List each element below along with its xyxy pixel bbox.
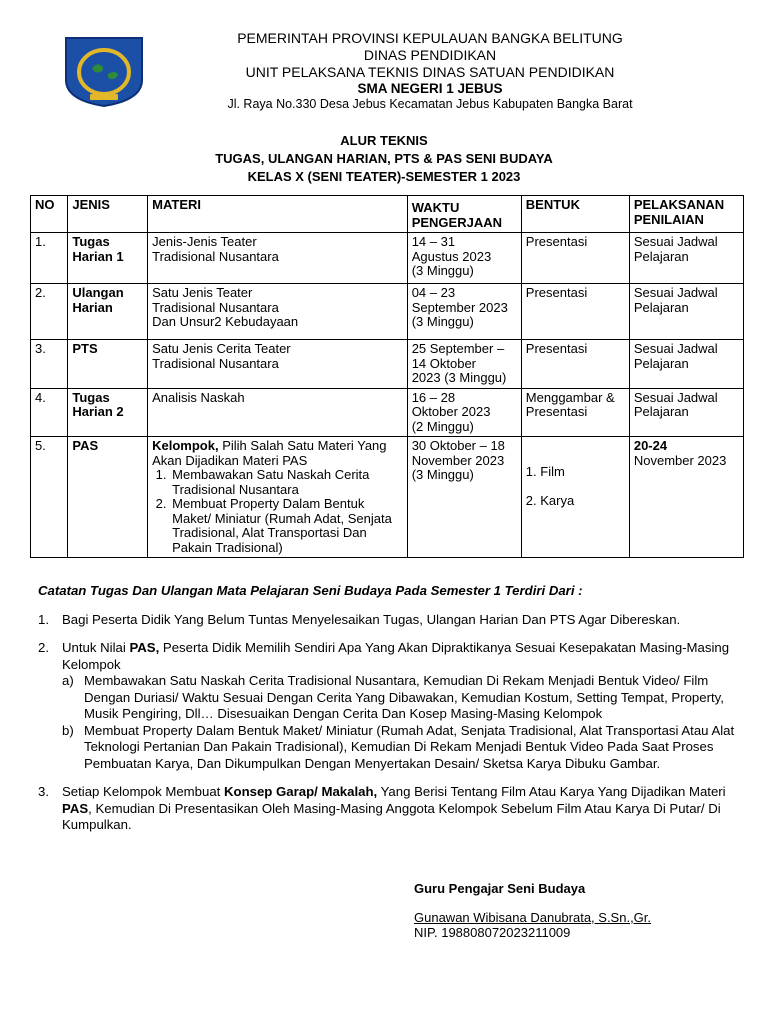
cell-bentuk: Menggambar & Presentasi bbox=[521, 388, 629, 437]
cell-bentuk bbox=[521, 437, 629, 558]
waktu-line: Agustus 2023 bbox=[411, 248, 492, 264]
cell-bentuk: Presentasi bbox=[521, 340, 629, 389]
note-bold: PAS, bbox=[129, 640, 160, 655]
cell-jenis: PTS bbox=[68, 340, 148, 389]
title-line-2: TUGAS, ULANGAN HARIAN, PTS & PAS SENI BUDAYA bbox=[215, 151, 553, 166]
materi-intro: Pilih Salah Satu Materi Yang Akan Dijadikan Materi PAS bbox=[152, 438, 387, 468]
cell-no: 1. bbox=[31, 233, 68, 284]
materi-options bbox=[152, 468, 403, 555]
waktu-line: 30 Oktober – 18 bbox=[411, 438, 505, 453]
materi-line: Tradisional Nusantara bbox=[152, 299, 279, 315]
sub-note-item bbox=[62, 723, 738, 773]
cell-waktu bbox=[407, 233, 521, 284]
schedule-table bbox=[30, 195, 744, 558]
note-text: Yang Berisi Tentang Film Atau Karya Yang Dijadikan Materi bbox=[377, 784, 726, 799]
note-bold: PAS bbox=[62, 800, 89, 816]
table-row bbox=[31, 233, 744, 284]
waktu-line: Oktober 2023 bbox=[411, 404, 491, 419]
cell-jenis: PAS bbox=[68, 437, 148, 558]
note-text: Bagi Peserta Didik Yang Belum Tuntas Menyelesaikan Tugas, Ulangan Harian Dan PTS Agar Dibereskan. bbox=[62, 611, 681, 627]
cell-materi bbox=[148, 284, 408, 340]
header-bentuk: BENTUK bbox=[521, 196, 629, 233]
note-text: Setiap Kelompok Membuat bbox=[62, 784, 224, 799]
waktu-line: September 2023 bbox=[411, 299, 508, 315]
materi-line: Tradisional Nusantara bbox=[152, 355, 279, 371]
table-row bbox=[31, 340, 744, 389]
pelaksanaan-date: 20-24 bbox=[633, 438, 668, 453]
pelaksanaan-line: Pelajaran bbox=[633, 299, 689, 315]
letterhead bbox=[150, 30, 710, 112]
title-line-3: KELAS X (SENI TEATER)-SEMESTER 1 2023 bbox=[247, 169, 521, 184]
header-materi: MATERI bbox=[148, 196, 408, 233]
waktu-line: (3 Minggu) bbox=[411, 314, 474, 329]
list-item: 2. Karya bbox=[525, 492, 575, 508]
note-item bbox=[38, 612, 738, 629]
table-row bbox=[31, 437, 744, 558]
materi-line: Dan Unsur2 Kebudayaan bbox=[152, 314, 299, 329]
waktu-line: 25 September – bbox=[411, 341, 505, 356]
notes-section bbox=[38, 583, 738, 846]
sub-note-text: Membawakan Satu Naskah Cerita Tradisional Nusantara, Kemudian Di Rekam Menjadi Bentuk Video/ Film Dengan Duriasi/ Waktu Sesuai Dengan Cerita Yang Dibawakan, Kemudian Kostum, Setting Tempat, Property, Musik Pengiring, Dll… Disesuaikan Dengan Cerita Dan Kosep Masing-Masing Kelompok bbox=[84, 673, 724, 721]
sub-note-item bbox=[62, 673, 738, 723]
materi-line: Satu Jenis Cerita Teater bbox=[152, 341, 291, 356]
cell-materi bbox=[148, 340, 408, 389]
waktu-line: (2 Minggu) bbox=[411, 418, 474, 434]
cell-bentuk: Presentasi bbox=[521, 284, 629, 340]
note-bold: Konsep Garap/ Makalah, bbox=[224, 784, 378, 799]
cell-pelaksanaan bbox=[629, 340, 743, 389]
table-header-row bbox=[31, 196, 744, 233]
header-no: NO bbox=[31, 196, 68, 233]
note-text: Untuk Nilai bbox=[62, 640, 130, 655]
materi-line: Analisis Naskah bbox=[152, 389, 245, 405]
sub-note-text: Membuat Property Dalam Bentuk Maket/ Miniatur (Rumah Adat, Senjata Tradisional, Alat Transportasi Atau Alat Teknologi Pertanian Dan Pakain Tradisional), Kemudian Di Rekam Menjadi Bentuk Video Pada Saat Proses Pembuatan Karya, Dan Dikumpulkan Dengan Menyertakan Desain/ Sketsa Karya Dibuku Gambar. bbox=[84, 722, 735, 771]
cell-materi bbox=[148, 233, 408, 284]
table-row bbox=[31, 388, 744, 437]
cell-no: 3. bbox=[31, 340, 68, 389]
list-item: 1. Film bbox=[525, 464, 565, 479]
header-pelaksanaan: PELAKSANAN PENILAIAN bbox=[629, 196, 743, 233]
waktu-line: 16 – 28 bbox=[411, 389, 456, 405]
pelaksanaan-line: Sesuai Jadwal bbox=[633, 285, 718, 300]
cell-pelaksanaan bbox=[629, 437, 743, 558]
cell-no: 4. bbox=[31, 388, 68, 437]
bentuk-options bbox=[526, 465, 625, 508]
cell-waktu bbox=[407, 284, 521, 340]
notes-heading: Catatan Tugas Dan Ulangan Mata Pelajaran Seni Budaya Pada Semester 1 Terdiri Dari : bbox=[38, 583, 583, 598]
pelaksanaan-line: Pelajaran bbox=[633, 248, 689, 264]
letterhead-address: Jl. Raya No.330 Desa Jebus Kecamatan Jebus Kabupaten Bangka Barat bbox=[227, 97, 633, 111]
signature-block bbox=[414, 881, 651, 940]
title-line-1: ALUR TEKNIS bbox=[340, 133, 428, 148]
cell-no: 5. bbox=[31, 437, 68, 558]
note-item bbox=[38, 640, 738, 772]
waktu-line: (3 Minggu) bbox=[411, 263, 474, 278]
cell-jenis: Tugas Harian 1 bbox=[68, 233, 148, 284]
letterhead-school: SMA NEGERI 1 JEBUS bbox=[357, 81, 503, 96]
signature-nip: NIP. 198808072023211009 bbox=[414, 925, 571, 940]
cell-waktu bbox=[407, 340, 521, 389]
materi-bold: Kelompok, bbox=[152, 438, 219, 453]
note-text: , Kemudian Di Presentasikan Oleh Masing-Masing Anggota Kelompok Sebelum Film Atau Karya Di Putar/ Di Kumpulkan. bbox=[62, 800, 721, 832]
header-jenis: JENIS bbox=[68, 196, 148, 233]
cell-pelaksanaan bbox=[629, 233, 743, 284]
materi-line: Satu Jenis Teater bbox=[152, 285, 253, 300]
list-item: 2. Membuat Property Dalam Bentuk Maket/ Miniatur (Rumah Adat, Senjata Tradisional, Alat Transportasi Dan Pakain Tradisional) bbox=[170, 497, 403, 555]
cell-no: 2. bbox=[31, 284, 68, 340]
letterhead-unit: UNIT PELAKSANA TEKNIS DINAS SATUAN PENDIDIKAN bbox=[245, 64, 615, 80]
cell-jenis: Tugas Harian 2 bbox=[68, 388, 148, 437]
note-item bbox=[38, 784, 738, 834]
sub-note-letter: a) bbox=[62, 673, 74, 688]
signature-role: Guru Pengajar Seni Budaya bbox=[414, 881, 586, 896]
waktu-line: (3 Minggu) bbox=[411, 467, 474, 482]
pelaksanaan-line: Pelajaran bbox=[633, 404, 689, 419]
sub-note-letter: b) bbox=[62, 722, 74, 738]
cell-pelaksanaan bbox=[629, 388, 743, 437]
pelaksanaan-line: Sesuai Jadwal bbox=[633, 389, 718, 405]
cell-waktu bbox=[407, 388, 521, 437]
note-number: 1. bbox=[38, 611, 49, 627]
province-logo bbox=[62, 34, 146, 108]
materi-line: Tradisional Nusantara bbox=[152, 248, 279, 264]
waktu-line: November 2023 bbox=[411, 452, 505, 468]
note-number: 2. bbox=[38, 640, 49, 655]
waktu-line: 14 – 31 bbox=[411, 234, 456, 249]
cell-waktu bbox=[407, 437, 521, 558]
pelaksanaan-line: Sesuai Jadwal bbox=[633, 234, 718, 249]
cell-materi bbox=[148, 437, 408, 558]
letterhead-government: PEMERINTAH PROVINSI KEPULAUAN BANGKA BELITUNG bbox=[237, 30, 623, 46]
cell-materi bbox=[148, 388, 408, 437]
cell-bentuk: Presentasi bbox=[521, 233, 629, 284]
document-title bbox=[0, 132, 768, 186]
pelaksanaan-line: Pelajaran bbox=[633, 355, 689, 371]
note-text: Peserta Didik Memilih Sendiri Apa Yang Akan Dipraktikanya Sesuai Kesepakatan Masing-Masing Kelompok bbox=[62, 640, 730, 672]
header-waktu: WAKTU PENGERJAAN bbox=[407, 196, 521, 233]
waktu-line: 04 – 23 bbox=[411, 285, 456, 300]
pelaksanaan-line: Sesuai Jadwal bbox=[633, 341, 718, 356]
note-number: 3. bbox=[38, 784, 49, 799]
signature-name: Gunawan Wibisana Danubrata, S.Sn.,Gr. bbox=[414, 910, 652, 925]
cell-pelaksanaan bbox=[629, 284, 743, 340]
materi-line: Jenis-Jenis Teater bbox=[152, 234, 257, 249]
waktu-line: 14 Oktober bbox=[411, 355, 477, 371]
waktu-line: 2023 (3 Minggu) bbox=[411, 370, 507, 385]
pelaksanaan-line: November 2023 bbox=[633, 452, 727, 468]
list-item: 1. Membawakan Satu Naskah Cerita Tradisional Nusantara bbox=[170, 468, 403, 497]
cell-jenis: Ulangan Harian bbox=[68, 284, 148, 340]
table-row bbox=[31, 284, 744, 340]
letterhead-agency: DINAS PENDIDIKAN bbox=[363, 47, 497, 63]
